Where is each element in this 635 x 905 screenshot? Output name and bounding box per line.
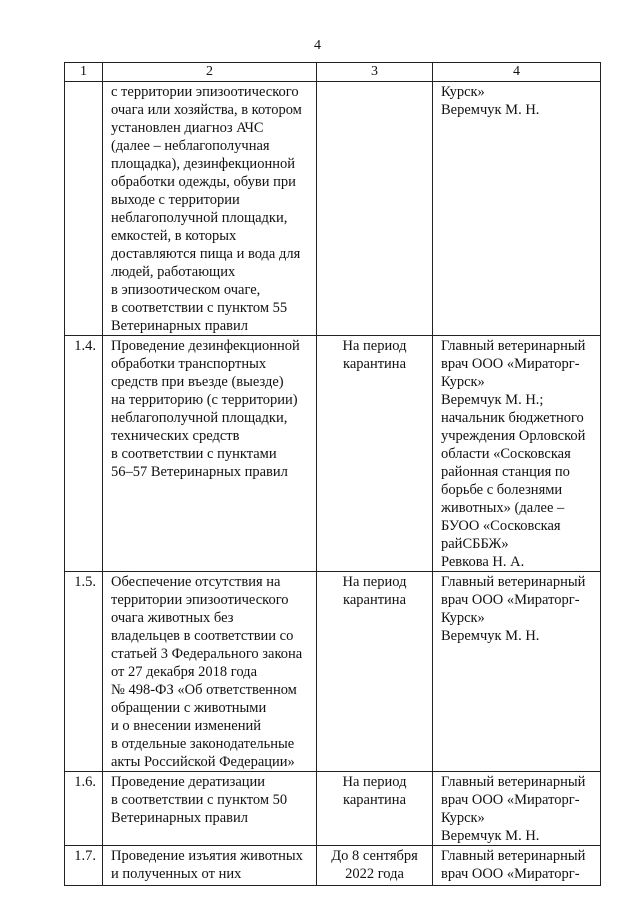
responsible-person-line: районная станция по — [441, 464, 570, 480]
measure-term — [317, 572, 433, 772]
responsible-person-line: Веремчук М. Н. — [441, 102, 540, 118]
table-row — [65, 772, 601, 846]
item-number: 1.4. — [65, 336, 103, 572]
responsible-person-line: Веремчук М. Н.; — [441, 392, 544, 408]
measure-description — [103, 336, 317, 572]
measure-description-line: очага или хозяйства, в котором — [111, 102, 302, 118]
measure-description-line: в эпизоотическом очаге, — [111, 282, 261, 298]
table-body — [65, 63, 601, 886]
measure-description-line: на территорию (с территории) — [111, 392, 298, 408]
measure-term-line: На период — [342, 774, 407, 790]
column-header-2: 2 — [103, 63, 317, 82]
measure-description-line: Проведение изъятия животных — [111, 848, 303, 864]
measure-term — [317, 772, 433, 846]
column-header-1: 1 — [65, 63, 103, 82]
measure-description-line: неблагополучной площадки, — [111, 210, 288, 226]
item-number: 1.5. — [65, 572, 103, 772]
measure-description-line: владельцев в соответствии со — [111, 628, 294, 644]
measure-description-line: 56–57 Ветеринарных правил — [111, 464, 288, 480]
measure-description-line: обработки одежды, обуви при — [111, 174, 296, 190]
measure-term-line: До 8 сентября — [331, 848, 418, 864]
responsible-person-line: учреждения Орловской — [441, 428, 586, 444]
measure-description-line: статьей 3 Федерального закона — [111, 646, 303, 662]
responsible-person-line: области «Сосковская — [441, 446, 571, 462]
responsible-person-line: врач ООО «Мираторг- — [441, 792, 580, 808]
measure-description — [103, 846, 317, 886]
measure-description — [103, 772, 317, 846]
measure-description-line: с территории эпизоотического — [111, 84, 299, 100]
measure-term — [317, 82, 433, 336]
responsible-person-line: врач ООО «Мираторг- — [441, 866, 580, 882]
measure-description-line: в отдельные законодательные — [111, 736, 295, 752]
responsible-person-line: Главный ветеринарный — [441, 774, 586, 790]
measure-description-line: территории эпизоотического — [111, 592, 289, 608]
item-number: 1.7. — [65, 846, 103, 886]
measure-description-line: Обеспечение отсутствия на — [111, 574, 281, 590]
item-number: 1.6. — [65, 772, 103, 846]
table-row — [65, 82, 601, 336]
measure-term-line: На период — [342, 338, 407, 354]
measure-description-line: людей, работающих — [111, 264, 236, 280]
responsible-person-line: начальник бюджетного — [441, 410, 584, 426]
responsible-person-line: Курск» — [441, 374, 485, 390]
measures-table — [64, 62, 601, 886]
responsible-person-line: райСББЖ» — [441, 536, 509, 552]
responsible-person-line: Курск» — [441, 810, 485, 826]
responsible-person — [433, 336, 601, 572]
measure-description-line: Проведение дератизации — [111, 774, 266, 790]
measure-description-line: выходе с территории — [111, 192, 240, 208]
measure-description-line: в соответствии с пунктом 50 — [111, 792, 288, 808]
measure-description-line: и полученных от них — [111, 866, 242, 882]
measure-description-line: и о внесении изменений — [111, 718, 261, 734]
item-number — [65, 82, 103, 336]
responsible-person-line: Главный ветеринарный — [441, 848, 586, 864]
measure-description-line: неблагополучной площадки, — [111, 410, 288, 426]
responsible-person-line: Главный ветеринарный — [441, 574, 586, 590]
measure-description-line: площадка), дезинфекционной — [111, 156, 295, 172]
responsible-person — [433, 772, 601, 846]
measure-description-line: обработки транспортных — [111, 356, 267, 372]
measure-term — [317, 846, 433, 886]
measure-description-line: Ветеринарных правил — [111, 318, 248, 334]
responsible-person-line: врач ООО «Мираторг- — [441, 356, 580, 372]
measure-term-line: карантина — [343, 592, 406, 608]
measure-description-line: доставляются пища и вода для — [111, 246, 301, 262]
measure-description-line: акты Российской Федерации» — [111, 754, 295, 770]
measure-description-line: от 27 декабря 2018 года — [111, 664, 257, 680]
page-number: 4 — [314, 38, 321, 53]
measure-description — [103, 572, 317, 772]
measure-term-line: 2022 года — [345, 866, 404, 882]
measure-description-line: в соответствии с пунктом 55 — [111, 300, 288, 316]
measure-description-line: в соответствии с пунктами — [111, 446, 277, 462]
responsible-person-line: борьбе с болезнями — [441, 482, 563, 498]
measure-term-line: карантина — [343, 356, 406, 372]
responsible-person-line: БУОО «Сосковская — [441, 518, 561, 534]
column-header-4: 4 — [433, 63, 601, 82]
measure-description-line: технических средств — [111, 428, 240, 444]
table-row — [65, 336, 601, 572]
measure-term-line: карантина — [343, 792, 406, 808]
measure-description-line: (далее – неблагополучная — [111, 138, 270, 154]
measure-description-line: № 498-ФЗ «Об ответственном — [111, 682, 297, 698]
responsible-person-line: Ревкова Н. А. — [441, 554, 525, 570]
responsible-person-line: животных» (далее – — [441, 500, 565, 516]
measure-description-line: обращении с животными — [111, 700, 267, 716]
measure-description-line: очага животных без — [111, 610, 234, 626]
measure-term-line: На период — [342, 574, 407, 590]
responsible-person-line: Курск» — [441, 610, 485, 626]
measure-description-line: установлен диагноз АЧС — [111, 120, 264, 136]
responsible-person-line: врач ООО «Мираторг- — [441, 592, 580, 608]
measure-description-line: Ветеринарных правил — [111, 810, 248, 826]
table-header-row — [65, 63, 601, 82]
measure-description-line: средств при въезде (выезде) — [111, 374, 284, 390]
column-header-3: 3 — [317, 63, 433, 82]
measure-description — [103, 82, 317, 336]
responsible-person-line: Курск» — [441, 84, 485, 100]
responsible-person — [433, 846, 601, 886]
responsible-person-line: Веремчук М. Н. — [441, 828, 540, 844]
responsible-person — [433, 572, 601, 772]
measure-description-line: емкостей, в которых — [111, 228, 237, 244]
responsible-person-line: Главный ветеринарный — [441, 338, 586, 354]
responsible-person — [433, 82, 601, 336]
measure-description-line: Проведение дезинфекционной — [111, 338, 300, 354]
table-row — [65, 572, 601, 772]
measure-term — [317, 336, 433, 572]
responsible-person-line: Веремчук М. Н. — [441, 628, 540, 644]
table-row — [65, 846, 601, 886]
